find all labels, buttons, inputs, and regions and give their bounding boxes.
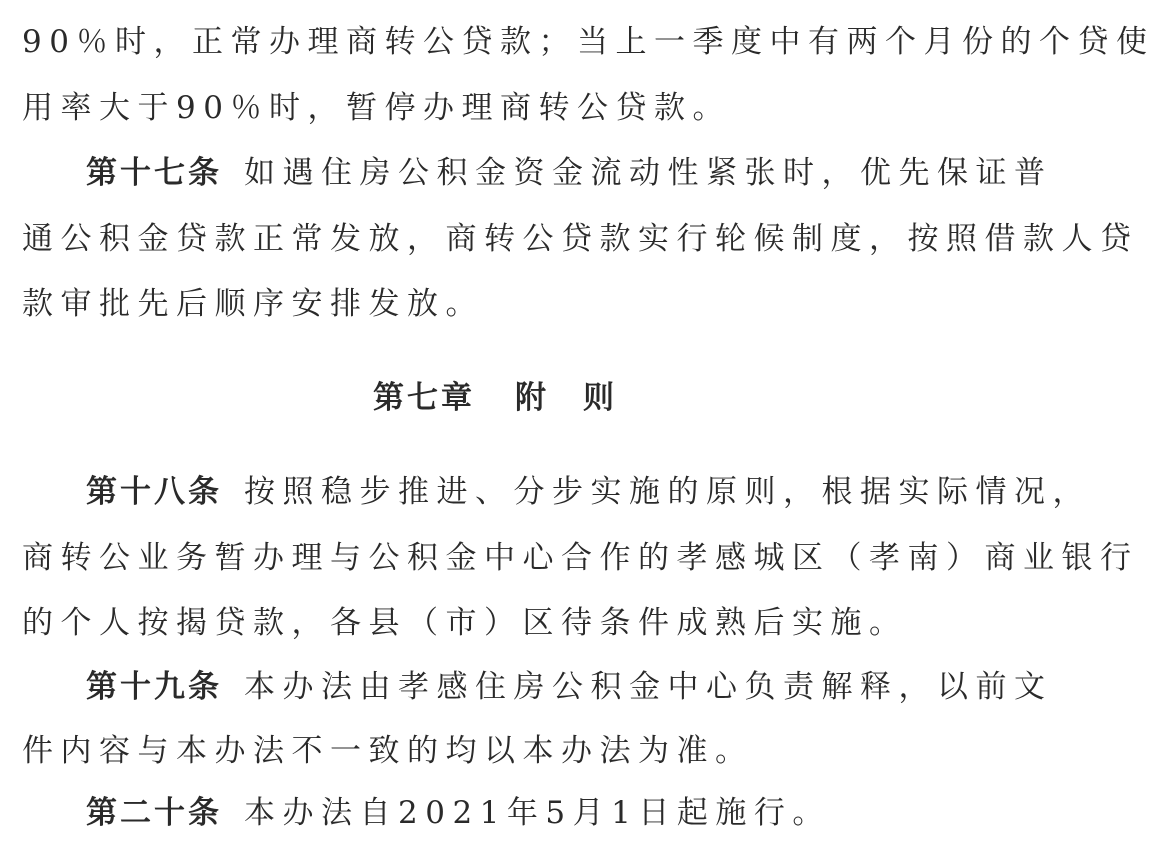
chapter-number: 第七章 xyxy=(373,380,475,416)
paragraph-line: 90％时，正常办理商转公贷款；当上一季度中有两个月份的个贷使 xyxy=(22,24,1154,60)
article-19-text: 本办法由孝感住房公积金中心负责解释，以前文 xyxy=(244,669,1053,705)
chapter-title: 附 则 xyxy=(515,380,617,416)
paragraph-line: 商转公业务暂办理与公积金中心合作的孝感城区（孝南）商业银行 xyxy=(22,540,1139,576)
article-19-label: 第十九条 xyxy=(86,669,222,705)
article-17-first-line xyxy=(86,153,1053,193)
article-17-text: 如遇住房公积金资金流动性紧张时，优先保证普 xyxy=(244,155,1053,191)
paragraph-line: 的个人按揭贷款，各县（市）区待条件成熟后实施。 xyxy=(22,605,908,641)
article-20-text: 本办法自2021年5月1日起施行。 xyxy=(244,795,831,831)
paragraph-line: 通公积金贷款正常发放，商转公贷款实行轮候制度，按照借款人贷 xyxy=(22,221,1139,257)
article-20-label: 第二十条 xyxy=(86,795,222,831)
paragraph-line: 用率大于90％时，暂停办理商转公贷款。 xyxy=(22,90,731,126)
chapter-heading xyxy=(0,378,990,418)
paragraph-line: 款审批先后顺序安排发放。 xyxy=(22,286,484,322)
article-20-first-line xyxy=(86,793,831,833)
article-17-label: 第十七条 xyxy=(86,155,222,191)
article-18-first-line xyxy=(86,472,1091,512)
article-18-label: 第十八条 xyxy=(86,474,222,510)
article-19-first-line xyxy=(86,667,1053,707)
article-18-text: 按照稳步推进、分步实施的原则，根据实际情况， xyxy=(244,474,1091,510)
paragraph-line: 件内容与本办法不一致的均以本办法为准。 xyxy=(22,733,754,769)
